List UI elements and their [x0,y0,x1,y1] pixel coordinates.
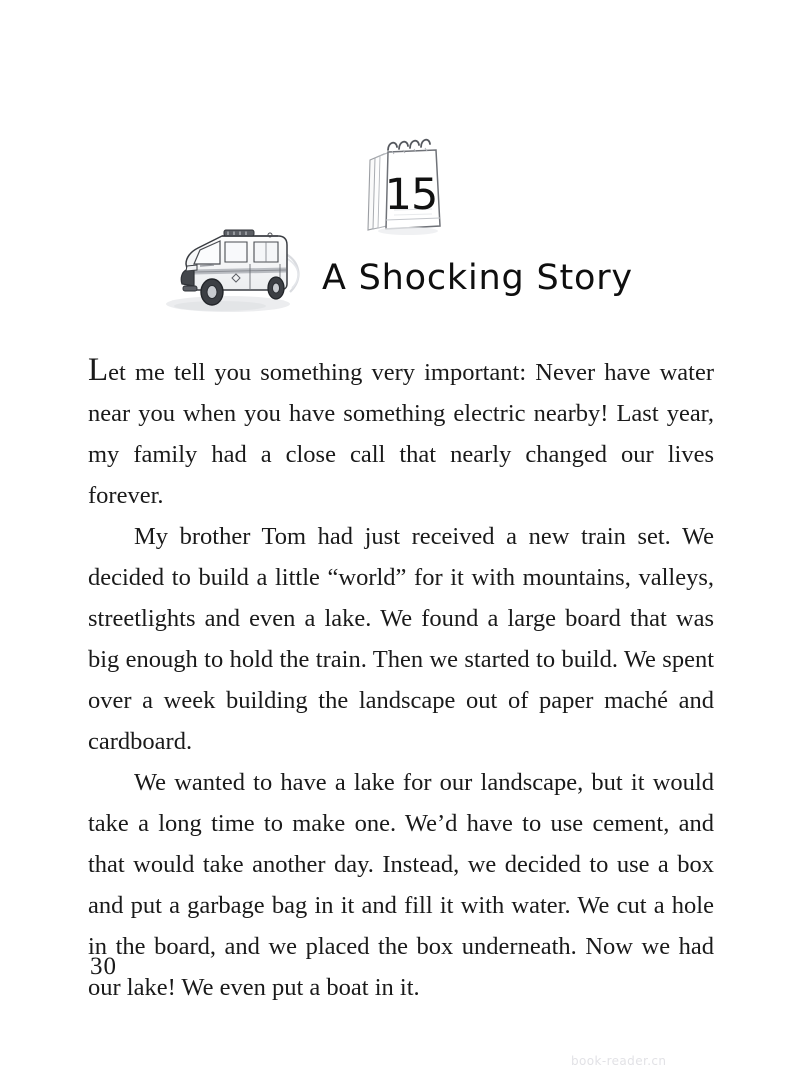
paragraph-3: We wanted to have a lake for our landscape, but it would take a long time to make one. We’d have to use cement, and that would take another day. Instead, we decided to use a box and put a garbage bag in it and fill it with water. We cut a hole in the board, and we placed the box underneath. Now we had our lake! We even put a boat in it. [88,769,714,1001]
desk-calendar-icon [344,130,464,245]
chapter-number: 15 [384,169,438,220]
dropcap-letter: L [88,352,109,388]
chapter-body [88,352,714,1008]
paragraph-1 [88,352,714,516]
page-number: 30 [90,953,117,980]
site-watermark: book-reader.cn [571,1054,667,1068]
paragraph-1-text: et me tell you something very important: Never have water near you when you have something electric nearby! Last year, my family had a close call that nearly changed our lives forever. [88,359,714,509]
chapter-title: A Shocking Story [322,258,633,298]
ambulance-van-illustration [150,208,310,318]
paragraph-2: My brother Tom had just received a new train set. We decided to build a little “world” for it with mountains, valleys, streetlights and even a lake. We found a large board that was big enough to hold the train. Then we started to build. We spent over a week building the landscape out of paper maché and cardboard. [88,523,714,755]
